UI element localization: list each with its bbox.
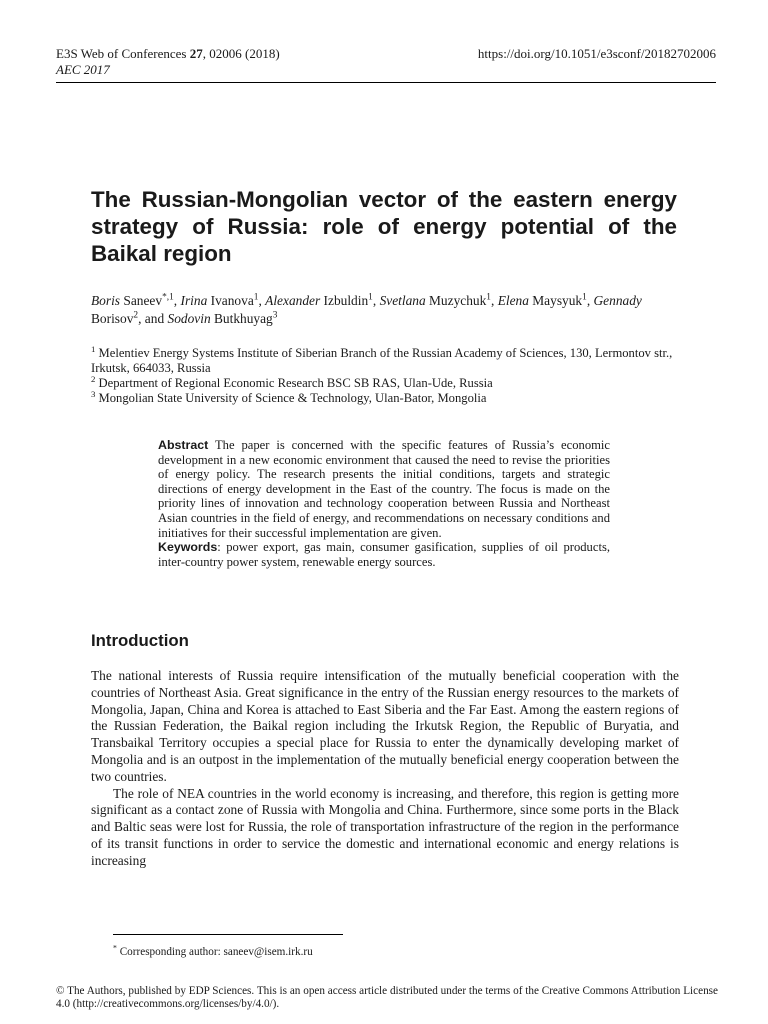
author: Gennady Borisov$^2$, and	[91, 293, 642, 326]
abstract-label: Abstract	[158, 438, 209, 452]
introduction-body	[91, 668, 679, 870]
doi-link[interactable]: https://doi.org/10.1051/e3sconf/20182702006	[477, 46, 716, 61]
affiliation: $^3$ Mongolian State University of Science & Technology, Ulan-Bator, Mongolia	[91, 388, 487, 405]
author: Boris Saneev$^{*,1}$,	[91, 292, 181, 308]
body-paragraph: The role of NEA countries in the world economy is increasing, and therefore, this region is getting more significant as a contact zone of Russia with Mongolia and China. Furthermore, since some ports in the Black and Baltic seas were lost for Russia, the role of transportation infrastructure of the region in the performance of its transit functions in order to service the domestic and international economic and energy relations is increasing	[91, 785, 679, 868]
conference-name: AEC 2017	[56, 62, 110, 77]
footnote	[113, 945, 313, 959]
journal-citation	[56, 46, 280, 62]
keywords-paragraph	[158, 540, 610, 569]
author: Svetlana Muzychuk$^1$,	[379, 292, 498, 308]
journal-volume: 27	[189, 46, 203, 61]
author: Sodovin Butkhuyag$^3$	[167, 310, 278, 326]
author: Irina Ivanova$^1$,	[180, 292, 266, 308]
keywords-text: : power export, gas main, consumer gasification, supplies of oil products, inter-country power system, renewable energy sources.	[158, 540, 610, 569]
footnote-divider	[113, 934, 343, 935]
license-footer: © The Authors, published by EDP Sciences. This is an open access article distributed under the terms of the Creative Commons Attribution License 4.0 (http://creativecommons.org/licenses/by/4.0/).	[56, 985, 718, 1011]
body-paragraph: The national interests of Russia require intensification of the mutually beneficial cooperation with the countries of Northeast Asia. Great significance in the entry of the Russian energy resources to the markets of Mongolia, Japan, China and Korea is attached to East Siberia and the Far East. Among the eastern regions of the Russian Federation, the Baikal region including the Irkutsk Region, the Republic of Buryatia, and Transbaikal Territory occupies a special place for Russia to enter the dynamically developing market of Mongolia and is an outpost in the implementation of the mutually beneficial energy cooperation between the two countries.	[91, 668, 679, 784]
section-heading-introduction: Introduction	[91, 631, 189, 650]
author-list	[91, 292, 677, 328]
journal-name: E3S Web of Conferences	[56, 46, 190, 61]
article-number: , 02006 (2018)	[202, 46, 280, 61]
paper-title: The Russian-Mongolian vector of the eastern energy strategy of Russia: role of energy potential of the Baikal region	[91, 187, 677, 266]
header-divider	[56, 82, 716, 83]
author: Alexander Izbuldin$^1$,	[265, 292, 380, 308]
author: Elena Maysyuk$^1$,	[497, 292, 594, 308]
affiliation-list	[91, 343, 677, 406]
abstract-text: The paper is concerned with the specific features of Russia’s economic development in a new economic environment that caused the need to revise the priorities of energy policy. The research presents the initial conditions, targets and strategic directions of energy development in the East of the country. The focus is made on the priority lines of innovation and technology cooperation between Russia and Northeast Asian countries in the field of energy, and recommendations on necessary conditions and initiatives for their successful implementation are given.	[158, 438, 610, 540]
abstract-paragraph	[158, 438, 610, 540]
footnote-text: Corresponding author: saneev@isem.irk.ru	[116, 946, 313, 958]
keywords-label: Keywords	[158, 540, 218, 555]
affiliation: $^1$ Melentiev Energy Systems Institute of Siberian Branch of the Russian Academy of Sciences, 130, Lermontov str., Irkutsk, 664033, Russia	[91, 343, 673, 375]
affiliation: $^2$ Department of Regional Economic Research BSC SB RAS, Ulan-Ude, Russia	[91, 373, 493, 390]
abstract-block	[158, 438, 610, 569]
footnote-mark: *	[113, 943, 117, 953]
